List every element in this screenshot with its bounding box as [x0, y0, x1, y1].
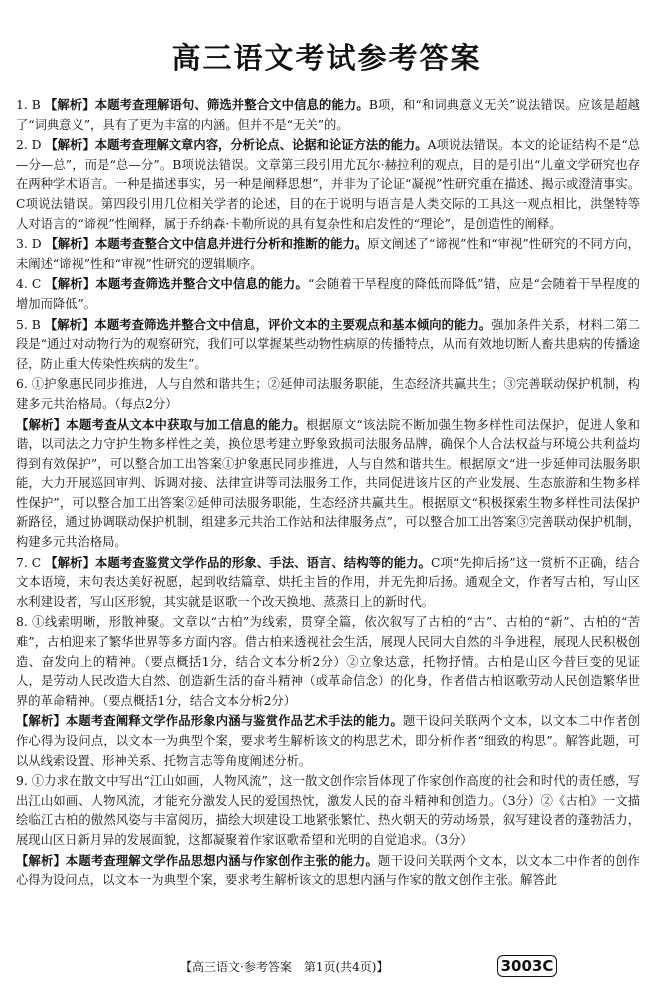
question-number: 8. — [16, 615, 28, 630]
question-number: 5. B — [16, 317, 41, 332]
question-number: 3. D — [16, 237, 42, 252]
page-footer — [0, 954, 653, 978]
page-title: 高三语文考试参考答案 — [171, 41, 482, 75]
answer-text: “会随着干旱程度的降低而降低”错，应是“会随着干旱程度的增加而降低”。 — [16, 277, 640, 311]
answer-paragraph — [16, 852, 640, 891]
footer-page-info: 【高三语文·参考答案 第1页(共4页)】 — [180, 960, 389, 974]
answer-list — [16, 96, 640, 892]
answer-paragraph — [16, 96, 640, 135]
analysis-tag: 【解析】本题考查从文本中获取与加工信息的能力。 — [16, 417, 306, 432]
question-number: 1. B — [16, 98, 41, 112]
answer-text: A项说法错误。本文的论证结构不是“总—分—总”，而是“总—分”。B项说法错误。文章第三段引用尤瓦尔·赫拉利的观点，目的是引出“儿童文学研究也存在两种学术语言。一种是描述事实，另一种是阐释思想”，并非为了论证“凝视”性研究重在描述、揭示或澄清事实。C项说法错误。第四段引用几位相关学者的论述，目的在于说明与语言是人类交际的工具这一观点相比，洪堡特等人对语言的“谛视”性阐释，属于乔纳森·卡勒所说的具有复杂性和启发性的“理论”，是创造性的阐释。 — [16, 138, 640, 231]
answer-text: ①护象惠民同步推进，人与自然和谐共生；②延伸司法服务职能，生态经济共赢共生；③完善联动保护机制，构建多元共治格局。（每点2分） — [16, 377, 640, 411]
analysis-tag: 【解析】本题考查整合文中信息并进行分析和推断的能力。 — [45, 237, 368, 252]
answer-text: 强加条件关系，材料二第二段是“通过对动物行为的观察研究，我们可以掌握某些动物性病原的传播特点，从而有效地切断人畜共患病的传播途径，防止重大传染性疾病的发生”。 — [16, 317, 640, 371]
analysis-tag: 【解析】本题考查鉴赏文学作品的形象、手法、语言、结构等的能力。 — [45, 555, 432, 570]
analysis-tag: 【解析】本题考查理解文学作品思想内涵与作家创作主张的能力。 — [16, 853, 379, 868]
question-number: 6. — [16, 377, 28, 392]
question-number: 4. C — [16, 277, 42, 292]
answer-text: C项“先抑后扬”这一赏析不正确，结合文本语境，末句表达美好祝愿，起到收结篇章、烘托主旨的作用，并无先抑后扬。通观全文，作者写古柏，写山区水利建设者，写山区形貌，其实就是讴歌一个改天换地、蒸蒸日上的新时代。 — [16, 555, 640, 609]
answer-paragraph — [16, 136, 640, 234]
question-number: 2. D — [16, 138, 42, 153]
answer-text: ①力求在散文中写出“江山如画，人物风流”，这一散文创作宗旨体现了作家创作高度的社会和时代的责任感，写出江山如画、人物风流，才能充分激发人民的爱国热忱，激发人民的奋斗精神和创造力。（3分）②《古柏》一文描绘临江古柏的傲然风姿与丰富阅历，描绘大坝建设工地紧张繁忙、热火朝天的劳动场景，叙写建设者的蓬勃活力，展现山区日新月异的发展面貌，这都凝聚着作家讴歌希望和光明的自觉追求。（3分） — [16, 774, 640, 847]
footer-paper-code: 3003C — [497, 955, 557, 977]
answer-text: 根据原文“该法院不断加强生物多样性司法保护，促进人象和谐，以司法之力守护生物多样性之美，换位思考建立野象致损司法服务品牌，确保个人合法权益与环境公共利益均得到有效保护”，可以整合加工出答案①护象惠民同步推进，人与自然和谐共生。根据原文“进一步延伸司法服务职能，大力开展巡回审判、诉调对接、法律宣讲等司法服务工作，共同促进该片区的产业发展、生态旅游和生物多样性保护”，可以整合加工出答案②延伸司法服务职能，生态经济共赢共生。根据原文“积极探索生物多样性司法保护新路径，通过协调联动保护机制，组建多元共治工作站和法律服务点”，可以整合加工出答案③完善联动保护机制，构建多元共治格局。 — [16, 417, 640, 550]
answer-paragraph — [16, 772, 640, 850]
analysis-tag: 【解析】本题考查理解文章内容，分析论点、论据和论证方法的能力。 — [45, 138, 428, 153]
answer-text: 题干设问关联两个文本，以文本二中作者的创作心得为设问点，以文本一为典型个案，要求考生解析该文的思想内涵与作家的散文创作主张。解答此 — [16, 853, 640, 888]
analysis-tag: 【解析】本题考查筛选并整合文中信息的能力。 — [45, 277, 309, 292]
answer-paragraph — [16, 416, 640, 553]
answer-paragraph — [16, 712, 640, 771]
analysis-tag: 【解析】本题考查筛选并整合文中信息，评价文本的主要观点和基本倾向的能力。 — [44, 317, 492, 332]
question-number: 7. C — [16, 555, 42, 570]
answer-paragraph — [16, 316, 640, 375]
answer-paragraph — [16, 554, 640, 613]
answer-text: 题干设问关联两个文本，以文本二中作者创作心得为设问点，以文本一为典型个案，要求考生解析该文的构思艺术，即分析作者“细致的构思”。解答此题，可以从线索设置、形神关系、托物言志等角度阐述分析。 — [16, 714, 640, 768]
answer-text: 原文阐述了“谛视”性和“审视”性研究的不同方向，未阐述“谛视”性和“审视”性研究的逻辑顺序。 — [16, 237, 640, 271]
analysis-tag: 【解析】本题考查阐释文学作品形象内涵与鉴赏作品艺术手法的能力。 — [16, 714, 403, 729]
analysis-tag: 【解析】本题考查理解语句、筛选并整合文中信息的能力。 — [44, 98, 369, 112]
answer-paragraph — [16, 235, 640, 274]
answer-text: B项，和“和词典意义无关”说法错误。应该是超越了“词典意义”，具有了更为丰富的内涵。但并不是“无关”的。 — [16, 98, 640, 132]
answer-paragraph — [16, 275, 640, 314]
answer-paragraph — [16, 613, 640, 711]
answer-text: ①线索明晰，形散神聚。文章以“古柏”为线索，贯穿全篇，依次叙写了古柏的“古”、古柏的“新”、古柏的“苦难”，古柏迎来了繁华世界等多方面内容。借古柏来透视社会生活，展现人民同大自然的斗争进程，展现人民积极创造、奋发向上的精神。（要点概括1分，结合文本分析2分）②立象达意，托物抒情。古柏是山区今昔巨变的见证人，是劳动人民改造大自然、创造新生活的奋斗精神（或革命信念）的化身，作者借古柏讴歌劳动人民创造繁华世界的革命精神。（要点概括1分，结合文本分析2分） — [16, 615, 640, 708]
question-number: 9. — [16, 774, 28, 789]
answer-paragraph — [16, 375, 640, 414]
